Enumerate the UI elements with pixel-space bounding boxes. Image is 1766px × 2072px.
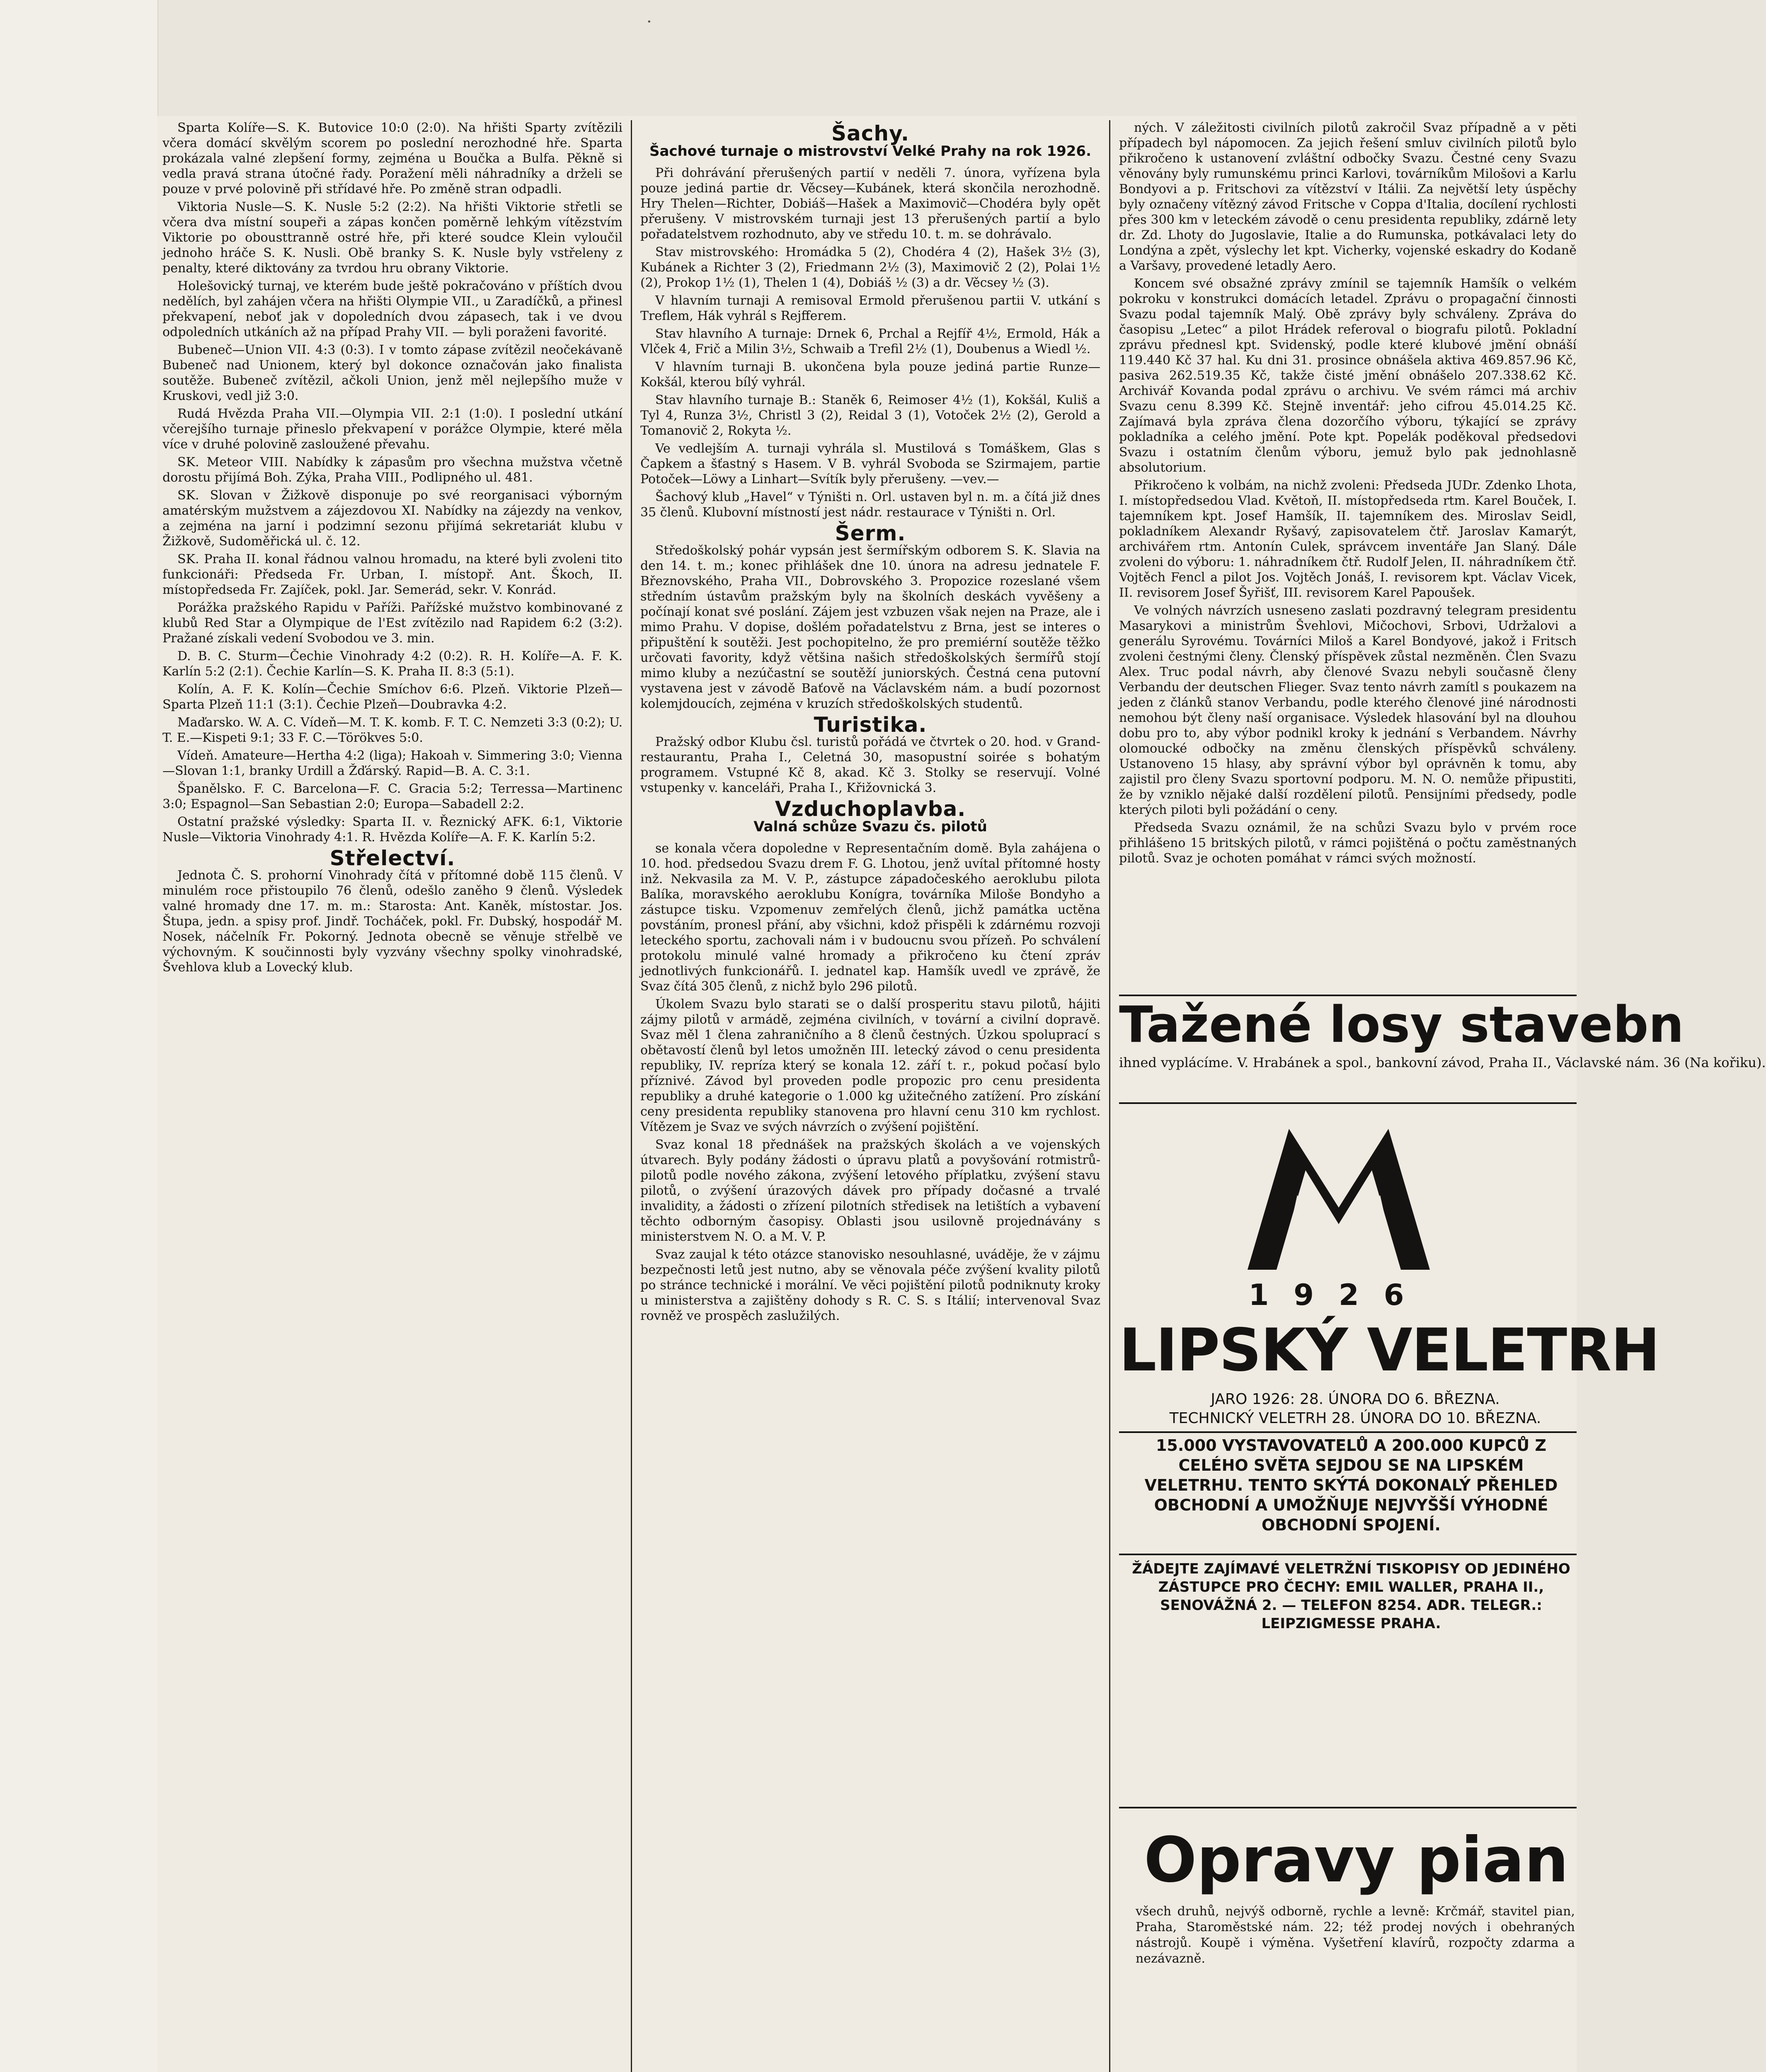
- ad-text: všech druhů, nejvýš odborně, rychle a levně: Krčmář, stavitel pian, Praha, Staroměstské nám. 22; též prodej nových i obehraných nástrojů. Koupě i výměna. Vyšetření klavírů, rozpočty zdarma a nezávazně.: [1136, 1904, 1575, 1966]
- ad-headline: Opravy pian: [1144, 1824, 1569, 1896]
- article-paragraph: Ve vedlejším A. turnaji vyhrála sl. Mustilová s Tomáškem, Glas s Čapkem a šťastný s Hasem. V B. vyhrál Svoboda se Szirmajem, partie Potoček—Löwy a Linhart—Svítík byly přerušeny. —vev.—: [640, 441, 1100, 487]
- section-heading-turistika: Turistika.: [814, 713, 927, 737]
- article-paragraph: Středoškolský pohár vypsán jest šermířským odborem S. K. Slavia na den 14. t. m.; konec přihlášek dne 10. února na adresu jednatele F. Březnovského, Praha VII., Dobrovského 3. Propozice rozeslané všem středním ústavům pražským byly na školních deskách vyvěšeny a počínají konat své poslání. Zájem jest vzbuzen však nejen na Praze, ale i mimo Prahu. V dopise, došlém pořadatelstvu z Brna, jest se interes o připuštění k soutěži. Jest pochopitelno, že pro premiérní soutěže těžko určovati favority, když většina našich středoškolských šermířů stojí mimo kluby a nezúčastní se soutěží juniorských. Čestná cena putovní vystavena jest v závodě Baťově na Václavském nám. a budí pozornost kolemjdoucích, zejména v kruzích středoškolských studentů.: [640, 543, 1100, 711]
- article-paragraph: Přikročeno k volbám, na nichž zvoleni: Předseda JUDr. Zdenko Lhota, I. místopředsedou Vlad. Květoň, II. místopředseda rtm. Karel Bouček, I. tajemníkem kpt. Josef Hamšík, II. tajemníkem des. Miroslav Seidl, pokladníkem Alexandr Ryšavý, zapisovatelem čtř. Jaroslav Kamarýt, archivářem rtm. Antonín Culek, správcem inventáře Jan Slaný. Dále zvoleni do výboru: 1. náhradníkem čtř. Rudolf Jelen, II. náhradníkem čtř. Vojtěch Fencl a pilot Jos. Vojtěch Jonáš, I. revisorem kpt. Václav Vicek, II. revisorem Josef Šyřišť, III. revisorem Karel Papoušek.: [1119, 478, 1577, 600]
- section-heading-strelectvi: Střelectví.: [329, 846, 455, 870]
- article-paragraph: se konala včera dopoledne v Representačním domě. Byla zahájena o 10. hod. předsedou Svazu drem F. G. Lhotou, jenž uvítal přítomné hosty inž. Nekvasila za M. V. P., zástupce západočeského aeroklubu pilota Balíka, moravského aeroklubu Konígra, továrníka Miloše Bondyho a zástupce tisku. Vzpomenuv zemřelých členů, jichž památka uctěna povstáním, pronesl přání, aby všichni, kdož přispěli k zdárnému rozvoji leteckého sportu, zachovali nám i v budoucnu svou přízeň. Po schválení protokolu minulé valné hromady a přikročeno ku čtení zpráv jednotlivých funkcionářů. I. jednatel kap. Hamšík uvedl ve zprávě, že Svaz čítá 305 členů, z nichž bylo 296 pilotů.: [640, 841, 1100, 994]
- section-heading-sachy: Šachy.: [831, 121, 909, 145]
- article-paragraph: Stav hlavního A turnaje: Drnek 6, Prchal a Rejfíř 4½, Ermold, Hák a Vlček 4, Frič a Milin 3½, Schwaib a Trefil 2½ (1), Doubenus a Wiedl ½.: [640, 327, 1100, 356]
- column-rule: [1109, 120, 1110, 2072]
- section-heading-serm: Šerm.: [835, 521, 906, 545]
- ad-divider: [1119, 1431, 1577, 1433]
- article-paragraph: V hlavním turnaji A remisoval Ermold přerušenou partii V. utkání s Treflem, Hák vyhrál s Rejfferem.: [640, 293, 1100, 323]
- article-paragraph: Stav mistrovského: Hromádka 5 (2), Chodéra 4 (2), Hašek 3½ (3), Kubánek a Richter 3 (2), Friedmann 2½ (3), Maximovič 2 (2), Polai 1½ (2), Prokop 1½ (1), Thelen 1 (4), Dobiáš ½ (3) a dr. Věcsey ½ (3).: [640, 245, 1100, 290]
- fair-title: LIPSKÝ VELETRH: [1119, 1316, 1659, 1385]
- fair-dates-technical: TECHNICKÝ VELETRH 28. ÚNORA DO 10. BŘEZNA.: [1169, 1410, 1541, 1427]
- advertisement-lottery: [1119, 995, 1766, 1096]
- article-paragraph: Předseda Svazu oznámil, že na schůzi Svazu bylo v prvém roce přihlášeno 15 britských pilotů, v rámci pojištěná o počtu zaměstnaných pilotů. Svaz je ochoten pomáhat v rámci svých možností.: [1119, 821, 1577, 866]
- fair-offer-text: 15.000 VYSTAVOVATELŮ A 200.000 KUPCŮ Z CELÉHO SVĚTA SEJDOU SE NA LIPSKÉM VELETRHU. TENTO SKÝTÁ DOKONALÝ PŘEHLED OBCHODNÍ A UMOŽŇUJE NEJVYŠŠÍ VÝHODNÉ OBCHODNÍ SPOJENÍ.: [1144, 1436, 1558, 1534]
- article-paragraph: Jednota Č. S. prohorní Vinohrady čítá v přítomné době 115 členů. V minulém roce přistoupilo 76 členů, odešlo zaněho 9 členů. Výsledek valné hromady dne 17. m. m.: Starosta: Ant. Kaněk, místostar. Jos. Štupa, jedn. a spisy prof. Jindř. Tocháček, pokl. Fr. Dubský, hospodář M. Nosek, náčelník Fr. Pokorný. Jednota obecně se věnuje střelbě ve výchovným. K součinnosti byly vyzvány všechny spolky vinohradské, Švehlova klub a Lovecký klub.: [162, 868, 623, 975]
- fair-dates-spring: JARO 1926: 28. ÚNORA DO 6. BŘEZNA.: [1211, 1391, 1500, 1408]
- advertisement-leipzig-fair: [1119, 1102, 1659, 1800]
- article-paragraph: Pražský odbor Klubu čsl. turistů pořádá ve čtvrtek o 20. hod. v Grand-restaurantu, Praha I., Celetná 30, masopustní soirée s bohatým programem. Vstupné Kč 8, akad. Kč 3. Stolky se reservují. Volné vstupenky v. kanceláři, Praha I., Křižovnická 3.: [640, 735, 1100, 795]
- fair-mm-logo: [1223, 1112, 1455, 1278]
- article-paragraph: Sparta Kolíře—S. K. Butovice 10:0 (2:0). Na hřišti Sparty zvítězili včera domácí skvělým scorem po poslední nerozhodné hře. Sparta prokázala valné zlepšení formy, zejména u Boučka a Bulfa. Pěkně si vedla pravá strana útočné řady. Poražení měli náhradníky a drželi se pouze v prvé polovině při střídavé hře. Po změně stran odpadli.: [162, 121, 623, 196]
- article-paragraph: D. B. C. Sturm—Čechie Vinohrady 4:2 (0:2). R. H. Kolíře—A. F. K. Karlín 5:2 (2:1). Čechie Karlín—S. K. Praha II. 8:3 (5:1).: [162, 649, 623, 679]
- article-paragraph: Viktoria Nusle—S. K. Nusle 5:2 (2:2). Na hřišti Viktorie střetli se včera dva místní soupeři a zápas končen poměrně lehkým vítězstvím Viktorie po obousttranně ostré hře, při které soudce Klein vyloučil jednoho hráče S. K. Nusli. Obě branky S. K. Nusle byly vstřeleny z penalty, které diktovány za tvrdou hru obrany Viktorie.: [162, 200, 623, 276]
- fair-dates: [1136, 1390, 1575, 1428]
- article-paragraph: SK. Slovan v Žižkově disponuje po své reorganisaci výborným amatérským mužstvem a zájezdovou XI. Nabídky na zájezdy na venkov, a zejména na jarní i podzimní sezonu přijímá sekretariát klubu v Žižkově, Sudoměřická ul. č. 12.: [162, 488, 623, 549]
- article-paragraph: Svaz konal 18 přednášek na pražských školách a ve vojenských útvarech. Byly podány žádosti o úpravu platů a povyšování rotmistrů-pilotů podle nového zákona, zvýšení letového příplatku, zvýšení stavu pilotů, o zvýšení úrazových dávek pro případy dočasné a trvalé invalidity, a žádosti o zřízení pilotních středisek na letištích a vybavení těchto odborným časopisy. Oblasti jsou usilovně projednávány s ministerstvem N. O. a M. V. P.: [640, 1138, 1100, 1244]
- section-heading-vzduchoplavba: Vzduchoplavba.: [775, 797, 966, 821]
- ad-text: ihned vyplácíme. V. Hrabánek a spol., bankovní závod, Praha II., Václavské nám. 36 (Na kořiku).: [1119, 1055, 1766, 1070]
- article-paragraph: Maďarsko. W. A. C. Vídeň—M. T. K. komb. F. T. C. Nemzeti 3:3 (0:2); U. T. E.—Kispeti 9:1; 33 F. C.—Törökves 5:0.: [162, 715, 623, 745]
- article-paragraph: SK. Meteor VIII. Nabídky k zápasům pro všechna mužstva včetně dorostu přijímá Boh. Zýka, Praha VIII., Podlipného ul. 481.: [162, 455, 623, 485]
- article-paragraph: Ve volných návrzích usneseno zaslati pozdravný telegram presidentu Masarykovi a ministrům Švehlovi, Mičochovi, Srbovi, Udržalovi a generálu Syrovému. Továrníci Miloš a Karel Bondyové, jakož i Fritsch zvoleni čestnými členy. Členský příspěvek zůstal nezměněn. Člen Svazu Alex. Truc podal návrh, aby členové Svazu nebyli současně členy Verbandu der deutschen Flieger. Svaz tento návrh zamítl s poukazem na jeden z článků stanov Verbandu, podle kterého členové jiné národnosti nemohou být členy naší organisace. Výsledek hlasování byl na dlouhou dobu pro to, aby výbor podnikl kroky k jednání s Verbandem. Návrhy olomoucké odbočky na změnu členských příspěvků schváleny. Ustanoveno 15 hlasy, aby správní výbor byl oprávněn k tomu, aby zajistil pro členy Svazu sportovní podporu. M. N. O. nemůže připustiti, že by vzniklo nějaké další rozdělení pilotů. Pensijními předsedy, podle kterých piloti byli požádání o ceny.: [1119, 603, 1577, 817]
- article-paragraph: Ostatní pražské výsledky: Sparta II. v. Řeznický AFK. 6:1, Viktorie Nusle—Viktoria Vinohrady 4:1. R. Hvězda Kolíře—A. F. K. Karlín 5:2.: [162, 815, 623, 845]
- ad-headline: Tažené losy stavebn: [1119, 996, 1684, 1054]
- section-subheading: Šachové turnaje o mistrovství Velké Prahy na rok 1926.: [649, 143, 1092, 160]
- article-paragraph: Holešovický turnaj, ve kterém bude ještě pokračováno v příštích dvou nedělích, byl zahájen včera na hřišti Olympie VII., u Zaradíčků, a přinesl překvapení, neboť jak v dopoledních dvou zápasech, tak i ve dvou odpoledních utkáních až na případ Prahy VII. — byli poraženi favorité.: [162, 279, 623, 339]
- page-binding-edge: [0, 0, 158, 2072]
- ad-divider: [1119, 1554, 1577, 1555]
- article-paragraph: Rudá Hvězda Praha VII.—Olympia VII. 2:1 (1:0). I poslední utkání včerejšího turnaje přineslo překvapení v porážce Olympie, které měla více v druhé polovině zasloužené převahu.: [162, 407, 623, 452]
- column-sports: [162, 120, 623, 2072]
- advertisement-piano-repair: [1119, 1807, 1577, 2072]
- article-paragraph: Při dohrávání přerušených partií v neděli 7. února, vyřízena byla pouze jediná partie dr. Věcsey—Kubánek, která skončila nerozhodně. Hry Thelen—Richter, Dobiáš—Hašek a Maximovič—Chodéra byly opět přerušeny. V mistrovském turnaji jest 13 přerušených partií a bylo pořadatelstvem rozhodnuto, aby ve středu 10. t. m. se dohrávalo.: [640, 166, 1100, 242]
- article-paragraph: Svaz zaujal k této otázce stanovisko nesouhlasné, uváděje, že v zájmu bezpečnosti letů jest nutno, aby se věnovala péče zvýšení kvality pilotů po stránce technické i morální. Ve věci pojištění pilotů podniknuty kroky u ministerstva a zajištěny dohody s R. C. S. s Itálií; intervenoval Svaz rovněž ve prospěch zaslužilých.: [640, 1247, 1100, 1323]
- article-paragraph: Stav hlavního turnaje B.: Staněk 6, Reimoser 4½ (1), Kokšál, Kuliš a Tyl 4, Runza 3½, Christl 3 (2), Reidal 3 (1), Votoček 2½ (2), Gerold a Tomanovič 2, Rokyta ½.: [640, 393, 1100, 438]
- column-chess-aviation: [640, 120, 1100, 2072]
- article-paragraph: Koncem své obsažné zprávy zmínil se tajemník Hamšík o velkém pokroku v konstrukci domácích letadel. Zprávu o propagační činnosti Svazu podal tajemník Malý. Obě zprávy byly schváleny. Zpráva do časopisu „Letec“ a pilot Hrádek referoval o biografu pilotů. Pokladní zprávu přednesl kpt. Svidenský, podle které klubové jmění obnáší 119.440 Kč 37 hal. Ku dni 31. prosince obnášela aktiva 469.857.96 Kč, pasiva 262.519.35 Kč, takže čisté jmění obnášelo 207.338.62 Kč. Archivář Kovanda podal zprávu o archivu. Ve svém rámci má archiv Svazu cenu 8.399 Kč. Stejně inventář: jeho cifrou 45.014.25 Kč. Zajímavá byla zpráva člena dozorčího výboru, týkající se zprávy pokladníka a celého jmění. Pote kpt. Popelák poděkoval předsedovi Svazu i ostatním členům výboru, jemuž bylo pak jednohlasně absolutorium.: [1119, 276, 1577, 475]
- column-aviation-continued: [1119, 120, 1577, 982]
- article-paragraph: Šachový klub „Havel“ v Týništi n. Orl. ustaven byl n. m. a čítá již dnes 35 členů. Klubovní místností jest nádr. restaurace v Týništi n. Orl.: [640, 490, 1100, 520]
- article-paragraph: Vídeň. Amateure—Hertha 4:2 (liga); Hakoah v. Simmering 3:0; Vienna—Slovan 1:1, branky Urdill a Žďárský. Rapid—B. A. C. 3:1.: [162, 748, 623, 778]
- article-paragraph: V hlavním turnaji B. ukončena byla pouze jediná partie Runze—Kokšál, kterou bílý vyhrál.: [640, 360, 1100, 390]
- article-paragraph: Kolín, A. F. K. Kolín—Čechie Smíchov 6:6. Plzeň. Viktorie Plzeň—Sparta Plzeň 11:1 (3:1). Čechie Plzeň—Doubravka 4:2.: [162, 682, 623, 712]
- article-paragraph: Bubeneč—Union VII. 4:3 (0:3). I v tomto zápase zvítězil neočekávaně Bubeneč nad Unionem, který byl dokonce označován jako finalista soutěže. Bubeneč zvítězil, ačkoli Union, jenž měl nejlepšího muže v Kruskovi, vedl již 3:0.: [162, 343, 623, 403]
- article-paragraph: SK. Praha II. konal řádnou valnou hromadu, na které byli zvoleni tito funkcionáři: Předseda Fr. Urban, I. místopř. Ant. Škoch, II. místopředseda Fr. Zajíček, pokl. Jar. Semerád, sekr. V. Konrád.: [162, 552, 623, 597]
- article-paragraph: ných. V záležitosti civilních pilotů zakročil Svaz případně a v pěti případech byl nápomocen. Za jejich řešení smluv civilních pilotů bylo přikročeno k ustanovení zvláštní odbočky Svazu. Čestné ceny Svazu věnovány byly rumunskému princi Karlovi, továrníkům Milošovi a Karlu Bondyovi a p. Fritschovi za vítězství v Itálii. Za největší lety úspěchy byly označeny vítězný závod Fritsche v Coppa d'Italia, docílení rychlosti přes 300 km v leteckém závodě o cenu presidenta republiky, zdárně lety dr. Zd. Lhoty do Jugoslavie, Italie a do Rumunska, potkávalaci lety do Londýna a zpět, výslechy let kpt. Vicherky, vojenské eskadry do Kodaně a Varšavy, provedené letadly Aero.: [1119, 121, 1577, 273]
- page-mark: ·: [647, 12, 652, 31]
- section-subheading: Valná schůze Svazu čs. pilotů: [753, 818, 987, 835]
- fair-year: 1926: [1248, 1278, 1429, 1312]
- article-paragraph: Úkolem Svazu bylo starati se o další prosperitu stavu pilotů, hájiti zájmy pilotů v armádě, zejména civilních, v tovární a civilní dopravě. Svaz měl 1 člena zahraničního a 8 členů čestných. Úzkou spoluprací s obětavostí členů byl letos umožněn III. letecký závod o cenu presidenta republiky, IV. repríza který se konala 12. září t. r., pokud počasí bylo příznivé. Závod byl proveden podle propozic pro cenu presidenta republiky a druhé kategorie o 1.000 kg užitečného zatížení. Pro získání ceny presidenta republiky stanovena pro hlavní cenu 310 km rychlost. Vítězem je Svaz ve svých návrzích o zvýšení pojištění.: [640, 997, 1100, 1134]
- article-paragraph: Porážka pražského Rapidu v Paříži. Pařížské mužstvo kombinované z klubů Red Star a Olympique de l'Est zvítězilo nad Rapidem 6:2 (3:2). Pražané získali vedení Svobodou ve 3. min.: [162, 600, 623, 646]
- article-paragraph: Španělsko. F. C. Barcelona—F. C. Gracia 5:2; Terressa—Martinenc 3:0; Espagnol—San Sebastian 2:0; Europa—Sabadell 2:2.: [162, 782, 623, 811]
- fair-request-text: ŽÁDEJTE ZAJÍMAVÉ VELETRŽNÍ TISKOPISY OD JEDINÉHO ZÁSTUPCE PRO ČECHY: EMIL WALLER, PRAHA II., SENOVÁŽNÁ 2. — TELEFON 8254. ADR. TELEGR.: LEIPZIGMESSE PRAHA.: [1132, 1561, 1570, 1632]
- column-rule: [631, 120, 632, 2072]
